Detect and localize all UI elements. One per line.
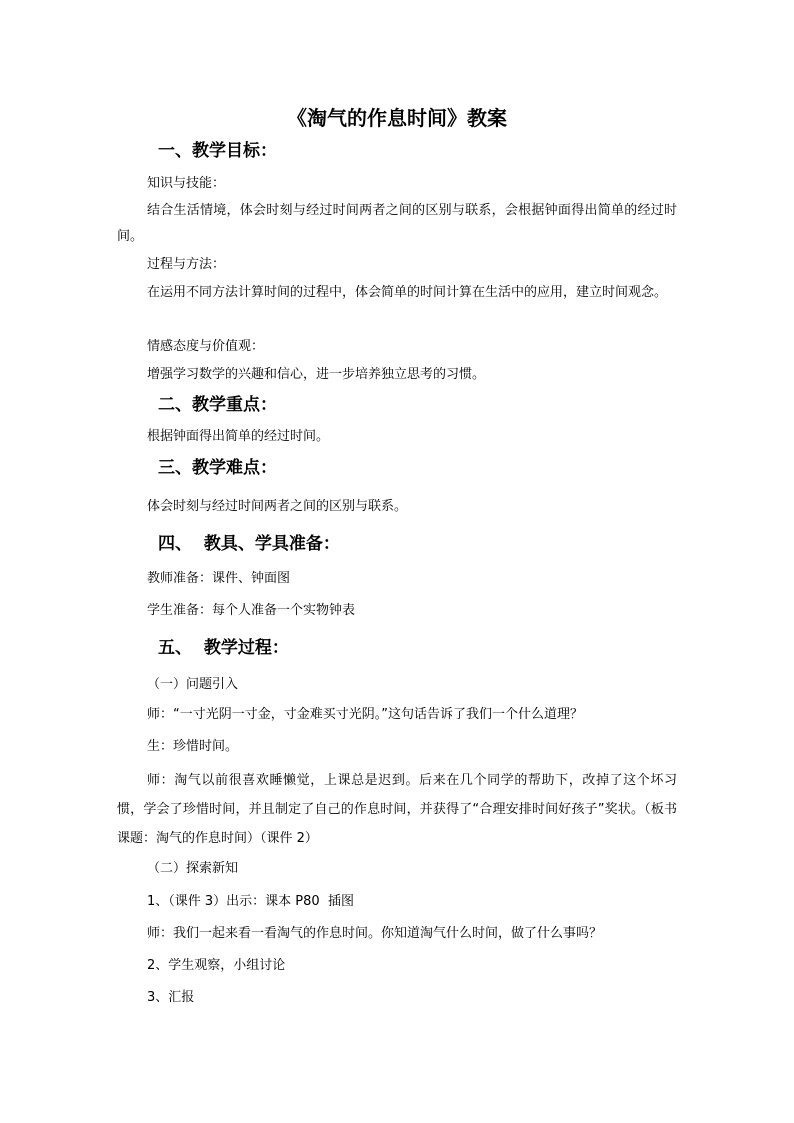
paragraph-step3: 3、汇报 <box>147 990 195 1005</box>
label-process-methods: 过程与方法： <box>147 257 226 272</box>
label-part2-explore: （二）探索新知 <box>147 861 239 876</box>
paragraph-teacher-prep: 教师准备：课件、钟面图 <box>147 571 291 586</box>
paragraph-process-methods: 在运用不同方法计算时间的过程中，体会简单的时间计算在生活中的应用，建立时间观念。 <box>147 285 668 300</box>
paragraph-student-answer: 生：珍惜时间。 <box>147 739 239 754</box>
paragraph-teacher-story: 师：淘气以前很喜欢睡懒觉，上课总是迟到。后来在几个同学的帮助下，改掉了这个坏习惯，学会了珍惜时间，并且制定了自己的作息时间，并获得了“合理安排时间好孩子”奖状。（板书课题：淘气的作息时间）（课件 2） <box>117 773 677 846</box>
heading-materials: 四、 教具、学具准备： <box>158 534 340 554</box>
paragraph-emotion-values: 增强学习数学的兴趣和信心，进一步培养独立思考的习惯。 <box>147 367 486 382</box>
label-part1-introduction: （一）问题引入 <box>147 677 239 692</box>
paragraph-step2: 2、学生观察，小组讨论 <box>147 958 286 973</box>
document-title: 《淘气的作息时间》教案 <box>287 106 507 130</box>
heading-difficulties: 三、教学难点： <box>158 458 277 478</box>
paragraph-key-points: 根据钟面得出简单的经过时间。 <box>147 429 330 444</box>
paragraph-teacher-ask: 师：我们一起来看一看淘气的作息时间。你知道淘气什么时间，做了什么事吗？ <box>147 926 603 941</box>
label-knowledge-skills: 知识与技能： <box>147 176 226 191</box>
paragraph-teacher-quote: 师：“一寸光阴一寸金，寸金难买寸光阴。”这句话告诉了我们一个什么道理？ <box>147 707 583 722</box>
paragraph-difficulties: 体会时刻与经过时间两者之间的区别与联系。 <box>147 499 408 514</box>
heading-teaching-process: 五、 教学过程： <box>158 638 289 658</box>
label-emotion-values: 情感态度与价值观： <box>147 339 265 354</box>
paragraph-step1: 1、（课件 3）出示：课本 P80 插图 <box>147 894 354 909</box>
paragraph-knowledge-skills: 结合生活情境，体会时刻与经过时间两者之间的区别与联系，会根据钟面得出简单的经过时间。 <box>117 203 677 244</box>
paragraph-student-prep: 学生准备：每个人准备一个实物钟表 <box>147 603 356 618</box>
heading-key-points: 二、教学重点： <box>158 395 277 415</box>
heading-teaching-goals: 一、教学目标： <box>158 141 277 161</box>
